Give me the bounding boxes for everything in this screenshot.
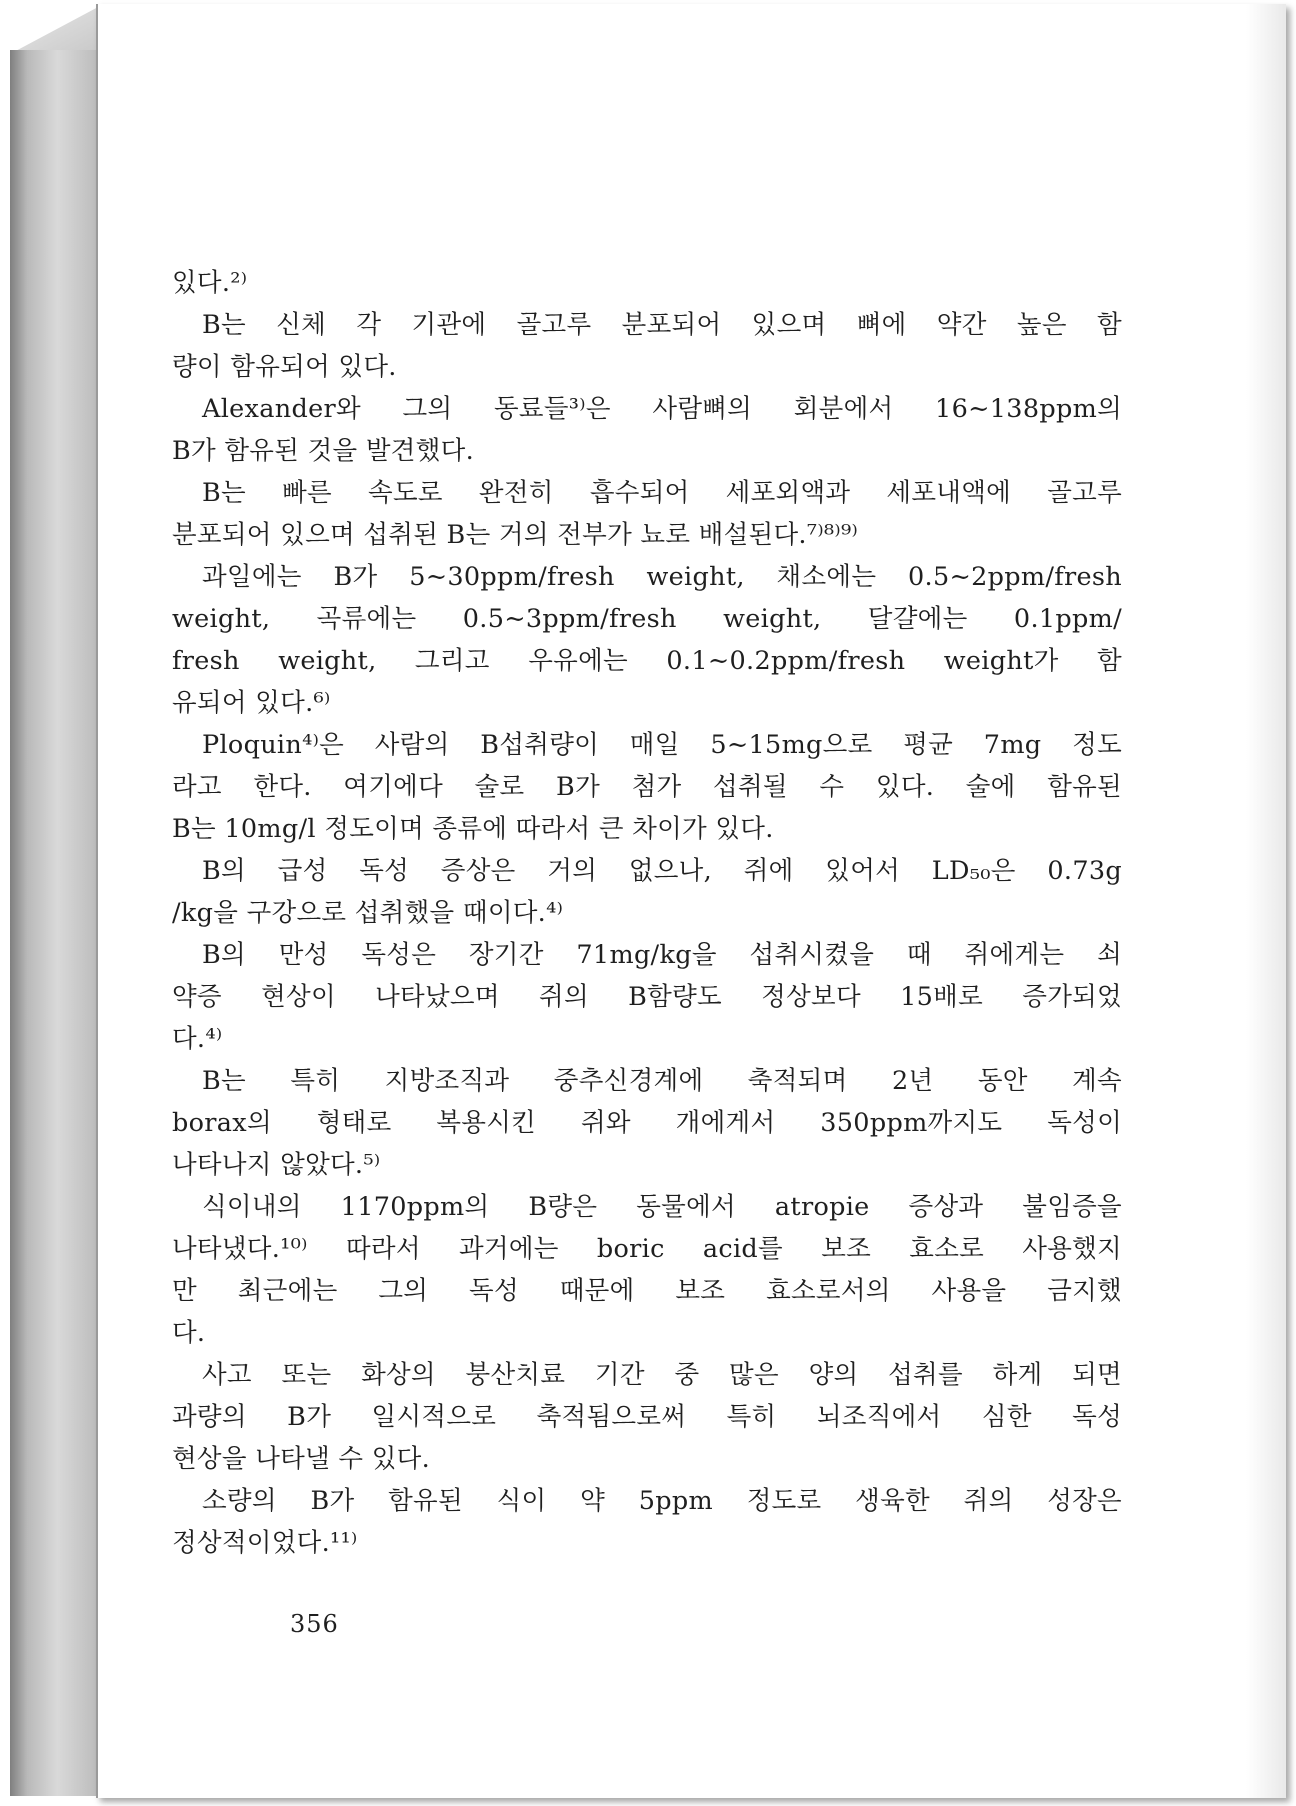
- book-spine: [10, 50, 96, 1796]
- text-line: fresh weight, 그리고 우유에는 0.1∼0.2ppm/fresh weight가 함: [172, 646, 1122, 676]
- text-line: 소량의 B가 함유된 식이 약 5ppm 정도로 생육한 쥐의 성장은: [202, 1486, 1122, 1516]
- text-line: 만 최근에는 그의 독성 때문에 보조 효소로서의 사용을 금지했: [172, 1276, 1122, 1306]
- text-line: B는 신체 각 기관에 골고루 분포되어 있으며 뼈에 약간 높은 함: [202, 310, 1122, 340]
- text-line: weight, 곡류에는 0.5∼3ppm/fresh weight, 달걀에는 0.1ppm/: [172, 604, 1122, 634]
- text-line: 유되어 있다.⁶⁾: [172, 688, 331, 718]
- text-line: 정상적이었다.¹¹⁾: [172, 1528, 358, 1558]
- text-line: 현상을 나타낼 수 있다.: [172, 1444, 431, 1474]
- text-line: B의 급성 독성 증상은 거의 없으나, 쥐에 있어서 LD₅₀은 0.73g: [202, 856, 1122, 886]
- text-line: 라고 한다. 여기에다 술로 B가 첨가 섭취될 수 있다. 술에 함유된: [172, 772, 1122, 802]
- text-line: 약증 현상이 나타났으며 쥐의 B함량도 정상보다 15배로 증가되었: [172, 982, 1122, 1012]
- text-line: B는 빠른 속도로 완전히 흡수되어 세포외액과 세포내액에 골고루: [202, 478, 1122, 508]
- text-line: 나타나지 않았다.⁵⁾: [172, 1150, 381, 1180]
- page-number: 356: [290, 1610, 339, 1638]
- text-line: Ploquin⁴⁾은 사람의 B섭취량이 매일 5∼15mg으로 평균 7mg 정도: [202, 730, 1122, 760]
- text-line: B가 함유된 것을 발견했다.: [172, 436, 474, 466]
- text-line: /kg을 구강으로 섭취했을 때이다.⁴⁾: [172, 898, 564, 928]
- text-line: 있다.²⁾: [172, 268, 248, 298]
- text-line: Alexander와 그의 동료들³⁾은 사람뼈의 회분에서 16∼138ppm의: [202, 394, 1122, 424]
- text-line: B는 특히 지방조직과 중추신경계에 축적되며 2년 동안 계속: [202, 1066, 1122, 1096]
- text-line: 분포되어 있으며 섭취된 B는 거의 전부가 뇨로 배설된다.⁷⁾⁸⁾⁹⁾: [172, 520, 859, 550]
- text-line: borax의 형태로 복용시킨 쥐와 개에게서 350ppm까지도 독성이: [172, 1108, 1122, 1138]
- text-line: 량이 함유되어 있다.: [172, 352, 397, 382]
- text-line: B의 만성 독성은 장기간 71mg/kg을 섭취시켰을 때 쥐에게는 쇠: [202, 940, 1122, 970]
- text-line: 식이내의 1170ppm의 B량은 동물에서 atropie 증상과 불임증을: [202, 1192, 1122, 1222]
- book-spine-top: [10, 6, 100, 54]
- text-line: 나타냈다.¹⁰⁾ 따라서 과거에는 boric acid를 보조 효소로 사용했지: [172, 1234, 1122, 1264]
- page-edge-shade: [1246, 4, 1286, 1798]
- text-line: B는 10mg/l 정도이며 종류에 따라서 큰 차이가 있다.: [172, 814, 774, 844]
- body-text: [172, 262, 1122, 1564]
- text-line: 다.: [172, 1318, 206, 1348]
- text-line: 사고 또는 화상의 붕산치료 기간 중 많은 양의 섭취를 하게 되면: [202, 1360, 1122, 1390]
- text-line: 과일에는 B가 5∼30ppm/fresh weight, 채소에는 0.5∼2ppm/fresh: [202, 562, 1122, 592]
- text-line: 과량의 B가 일시적으로 축적됨으로써 특히 뇌조직에서 심한 독성: [172, 1402, 1122, 1432]
- text-line: 다.⁴⁾: [172, 1024, 223, 1054]
